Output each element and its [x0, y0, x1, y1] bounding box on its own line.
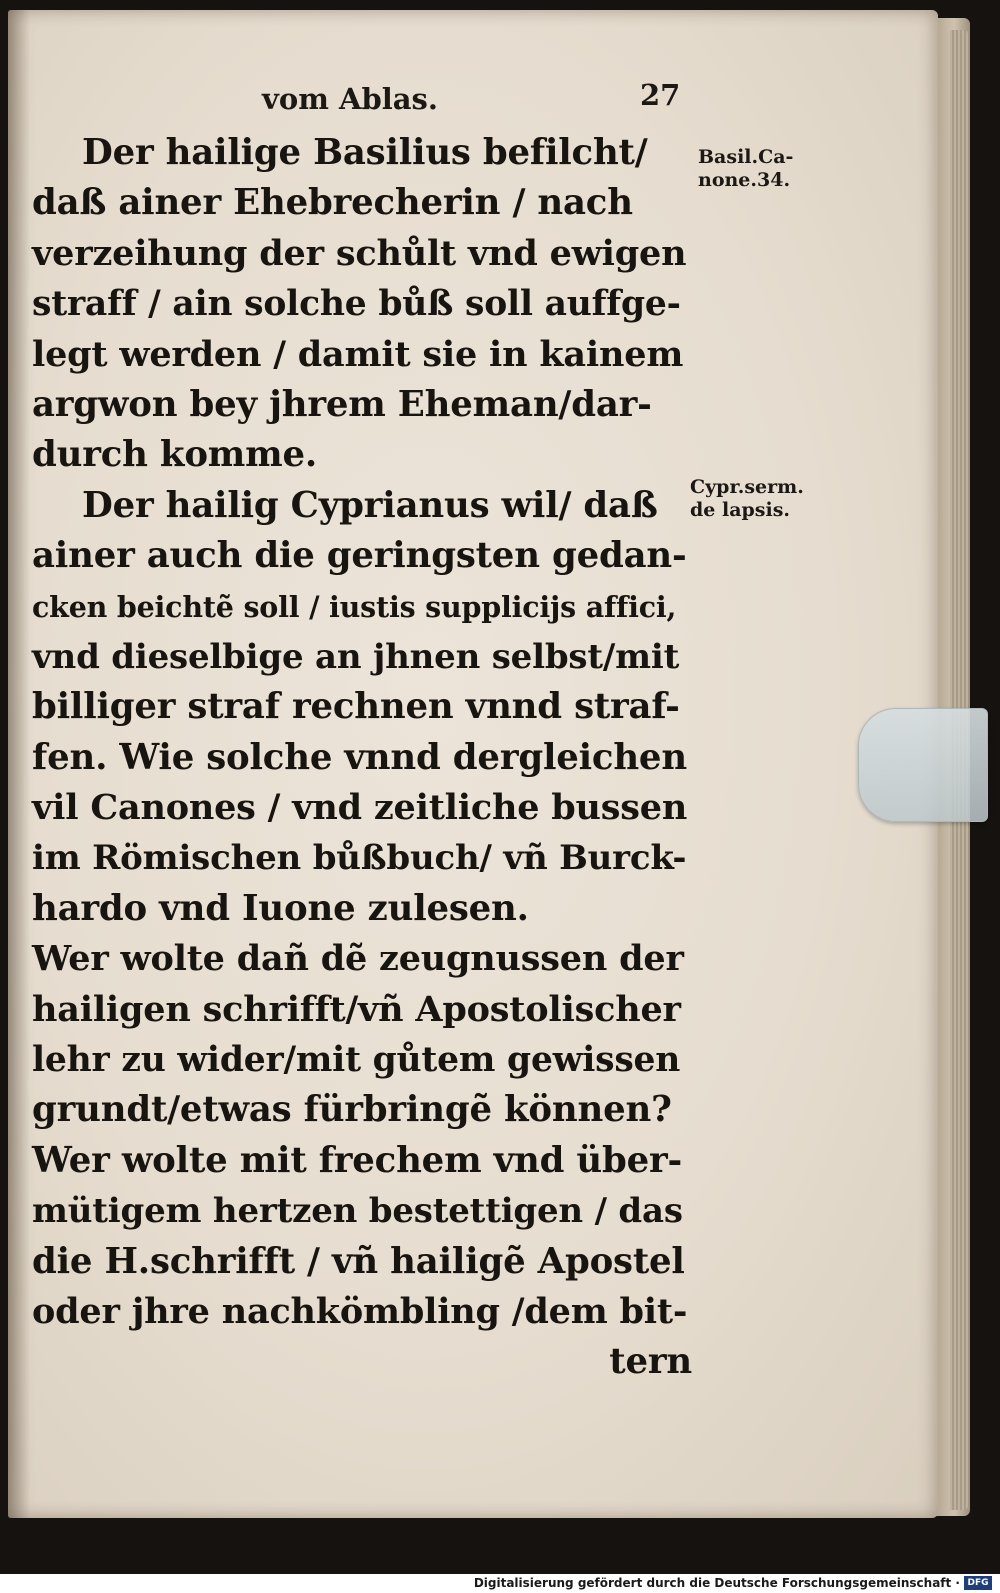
- text-line: legt werden / damit sie in kainem: [32, 333, 684, 375]
- text-line: mütigem hertzen bestettigen / das: [32, 1191, 683, 1232]
- text-line: durch komme.: [32, 434, 318, 476]
- text-line: verzeihung der schůlt vnd ewigen: [32, 232, 687, 274]
- text-line: im Römischen bůßbuch/ vñ Burck-: [32, 838, 687, 879]
- text-line: Der hailig Cyprianus wil/ daß: [82, 484, 658, 526]
- text-line: lehr zu wider/mit gůtem gewissen: [32, 1040, 681, 1081]
- page-tab: [858, 708, 988, 822]
- catchword: tern: [609, 1341, 692, 1383]
- text-line: Der hailige Basilius befilcht/: [82, 132, 648, 173]
- body-text: [32, 128, 692, 1388]
- text-line: vnd dieselbige an jhnen selbst/mit: [32, 636, 680, 677]
- margin-note-cyprianus: Cypr.serm. de lapsis.: [690, 476, 804, 521]
- text-line: cken beichtẽ soll / iustis supplicijs affici,: [32, 589, 677, 624]
- text-line: die H.schrifft / vñ hailigẽ Apostel: [32, 1240, 685, 1282]
- text-line: argwon bey jhrem Eheman/dar-: [32, 383, 652, 425]
- text-line: vil Canones / vnd zeitliche bussen: [32, 787, 688, 829]
- text-line: daß ainer Ehebrecherin / nach: [32, 182, 633, 224]
- text-line: hardo vnd Iuone zulesen.: [32, 887, 529, 929]
- margin-note-basilius: Basil.Ca- none.34.: [698, 146, 794, 191]
- dfg-logo: DFG: [964, 1576, 992, 1590]
- running-head: vom Ablas.: [262, 82, 438, 116]
- text-line: Wer wolte mit frechem vnd über-: [32, 1139, 683, 1181]
- text-line: billiger straf rechnen vnnd straf-: [32, 686, 680, 728]
- gutter-shadow: [8, 10, 30, 1518]
- footer-credit: Digitalisierung gefördert durch die Deutsche Forschungsgemeinschaft ·: [473, 1576, 960, 1590]
- page-number: 27: [640, 78, 681, 112]
- text-line: straff / ain solche bůß soll auffge-: [32, 284, 681, 325]
- text-line: grundt/etwas fürbringẽ können?: [32, 1089, 672, 1131]
- text-line: Wer wolte dañ dẽ zeugnussen der: [32, 938, 684, 980]
- text-line: oder jhre nachkömbling /dem bit-: [32, 1290, 688, 1332]
- text-line: ainer auch die geringsten gedan-: [32, 535, 687, 577]
- text-line: hailigen schrifft/vñ Apostolischer: [32, 988, 681, 1030]
- text-line: fen. Wie solche vnnd dergleichen: [32, 736, 687, 778]
